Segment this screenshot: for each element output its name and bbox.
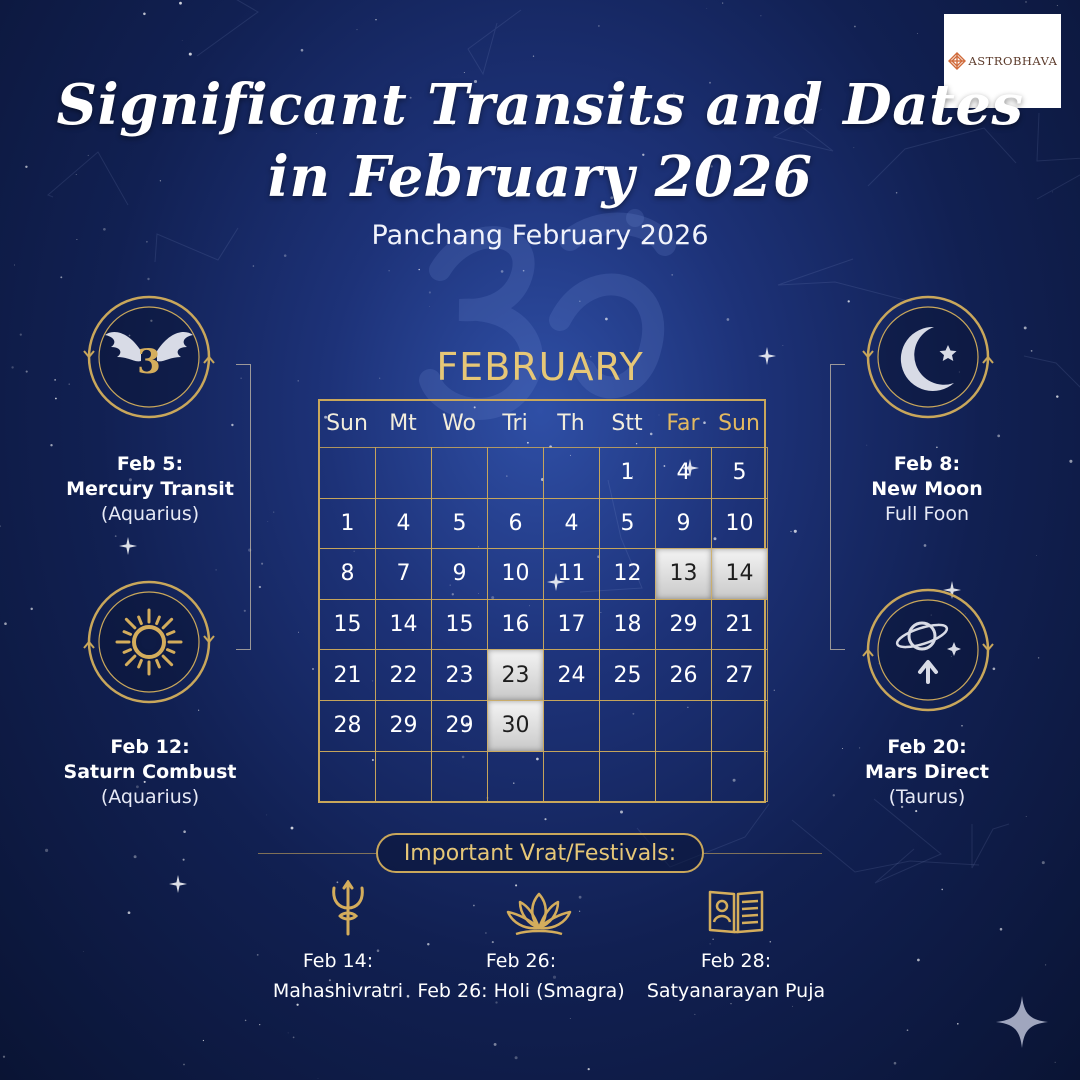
festival-date: Feb 28: [700, 950, 772, 972]
calendar-day-cell[interactable] [487, 751, 544, 803]
transit-date: Feb 12: [110, 736, 190, 758]
festival-name: Satyanarayan Puja [646, 980, 826, 1002]
transit-event: Saturn Combust [63, 761, 237, 783]
calendar-day-cell[interactable] [319, 751, 376, 803]
calendar-day-cell[interactable]: 6 [487, 498, 544, 550]
page-title-line-1: Significant Transits and Dates [56, 72, 1024, 138]
calendar-day-cell[interactable]: 15 [431, 599, 488, 651]
calendar-day-cell[interactable]: 27 [711, 649, 768, 701]
calendar-day-cell[interactable]: 9 [655, 498, 712, 550]
calendar-day-cell[interactable] [543, 447, 600, 499]
calendar-day-cell[interactable]: 17 [543, 599, 600, 651]
transit-label-saturn [40, 735, 260, 810]
weekday-header: Stt [611, 411, 643, 436]
transit-event: Mercury Transit [66, 478, 234, 500]
calendar-day-cell[interactable]: 29 [655, 599, 712, 651]
calendar-day-cell[interactable]: 30 [487, 700, 544, 752]
calendar-day-cell[interactable]: 22 [375, 649, 432, 701]
calendar-day-cell[interactable] [375, 751, 432, 803]
calendar-day-cell[interactable]: 4 [543, 498, 600, 550]
calendar-day-cell[interactable]: 1 [599, 447, 656, 499]
trishul-icon [320, 880, 376, 936]
calendar-day-cell[interactable] [487, 447, 544, 499]
calendar-day-cell[interactable]: 13 [655, 548, 712, 600]
weekday-header: Th [557, 411, 585, 436]
weekday-header: Tri [502, 411, 528, 436]
page-subtitle: Panchang February 2026 [371, 220, 709, 251]
calendar-day-cell[interactable] [543, 751, 600, 803]
calendar-day-cell[interactable]: 7 [375, 548, 432, 600]
calendar-day-cell[interactable]: 5 [599, 498, 656, 550]
calendar-day-cell[interactable]: 9 [431, 548, 488, 600]
weekday-header: Sun [718, 411, 760, 436]
calendar-day-cell[interactable] [711, 700, 768, 752]
crescent-moon-icon [862, 291, 994, 423]
transit-event: Mars Direct [865, 761, 989, 783]
logo-mark-icon [948, 52, 966, 70]
festival-name: Feb 26: Holi (Smagra) [417, 980, 625, 1002]
transit-detail: Full Foon [884, 503, 970, 525]
calendar-day-cell[interactable]: 5 [431, 498, 488, 550]
transit-event: New Moon [871, 478, 983, 500]
sun-icon [83, 576, 215, 708]
calendar-day-cell[interactable] [543, 700, 600, 752]
calendar-month-title: FEBRUARY [436, 345, 644, 389]
weekday-header: Sun [326, 411, 368, 436]
calendar-day-cell[interactable]: 21 [319, 649, 376, 701]
festival-name: Mahashivratri [272, 980, 404, 1002]
calendar-day-cell[interactable]: 11 [543, 548, 600, 600]
festival-date: Feb 26: [485, 950, 557, 972]
transit-label-moon [817, 452, 1037, 527]
calendar-day-cell[interactable]: 14 [375, 599, 432, 651]
left-connector-line [236, 364, 251, 650]
festival-date: Feb 14: [302, 950, 374, 972]
calendar-day-cell[interactable]: 26 [655, 649, 712, 701]
transit-detail: (Aquarius) [100, 503, 200, 525]
svg-text:3: 3 [137, 342, 161, 382]
calendar-day-cell[interactable]: 25 [599, 649, 656, 701]
calendar-day-cell[interactable]: 23 [431, 649, 488, 701]
transit-date: Feb 5: [116, 453, 184, 475]
calendar-day-cell[interactable]: 18 [599, 599, 656, 651]
calendar-day-cell[interactable]: 10 [711, 498, 768, 550]
calendar-day-cell[interactable]: 4 [655, 447, 712, 499]
banner-divider-left [258, 853, 376, 854]
calendar-day-cell[interactable] [431, 751, 488, 803]
calendar-day-cell[interactable]: 10 [487, 548, 544, 600]
right-connector-line [830, 364, 845, 650]
calendar-day-cell[interactable]: 12 [599, 548, 656, 600]
calendar-day-cell[interactable] [655, 700, 712, 752]
mercury-wings-icon [83, 291, 215, 423]
calendar-day-cell[interactable]: 16 [487, 599, 544, 651]
transit-detail: (Taurus) [888, 786, 966, 808]
festival-satyanarayan [616, 946, 856, 1006]
festivals-heading: Important Vrat/Festivals: [376, 833, 704, 873]
transit-date: Feb 20: [887, 736, 967, 758]
weekday-header: Mt [389, 411, 417, 436]
calendar-day-cell[interactable] [711, 751, 768, 803]
calendar-day-cell[interactable]: 21 [711, 599, 768, 651]
transit-detail: (Aquarius) [100, 786, 200, 808]
calendar-day-cell[interactable] [319, 447, 376, 499]
book-icon [706, 884, 766, 940]
banner-divider-right [704, 853, 822, 854]
calendar-day-cell[interactable] [599, 700, 656, 752]
festival-holi [401, 946, 641, 1006]
calendar-day-cell[interactable] [655, 751, 712, 803]
calendar-day-cell[interactable]: 8 [319, 548, 376, 600]
calendar-day-cell[interactable]: 1 [319, 498, 376, 550]
transit-label-mercury [40, 452, 260, 527]
calendar-day-cell[interactable]: 23 [487, 649, 544, 701]
sparkle-icon [994, 994, 1050, 1050]
transit-label-mars [817, 735, 1037, 810]
calendar-grid [318, 399, 766, 803]
calendar-day-cell[interactable] [375, 447, 432, 499]
calendar [318, 399, 766, 803]
calendar-day-cell[interactable]: 14 [711, 548, 768, 600]
calendar-day-cell[interactable]: 24 [543, 649, 600, 701]
calendar-day-cell[interactable]: 29 [431, 700, 488, 752]
calendar-day-cell[interactable]: 15 [319, 599, 376, 651]
calendar-day-cell[interactable]: 28 [319, 700, 376, 752]
logo-text: ASTROBHAVA [968, 54, 1058, 68]
transit-date: Feb 8: [893, 453, 961, 475]
calendar-day-cell[interactable] [599, 751, 656, 803]
planet-arrow-icon [862, 584, 994, 716]
page-title-line-2: in February 2026 [267, 144, 813, 210]
lotus-icon [506, 884, 572, 940]
calendar-day-cell[interactable]: 29 [375, 700, 432, 752]
calendar-day-cell[interactable] [431, 447, 488, 499]
calendar-day-cell[interactable]: 5 [711, 447, 768, 499]
calendar-day-cell[interactable]: 4 [375, 498, 432, 550]
weekday-header: Wo [442, 411, 476, 436]
weekday-header: Far [666, 411, 700, 436]
